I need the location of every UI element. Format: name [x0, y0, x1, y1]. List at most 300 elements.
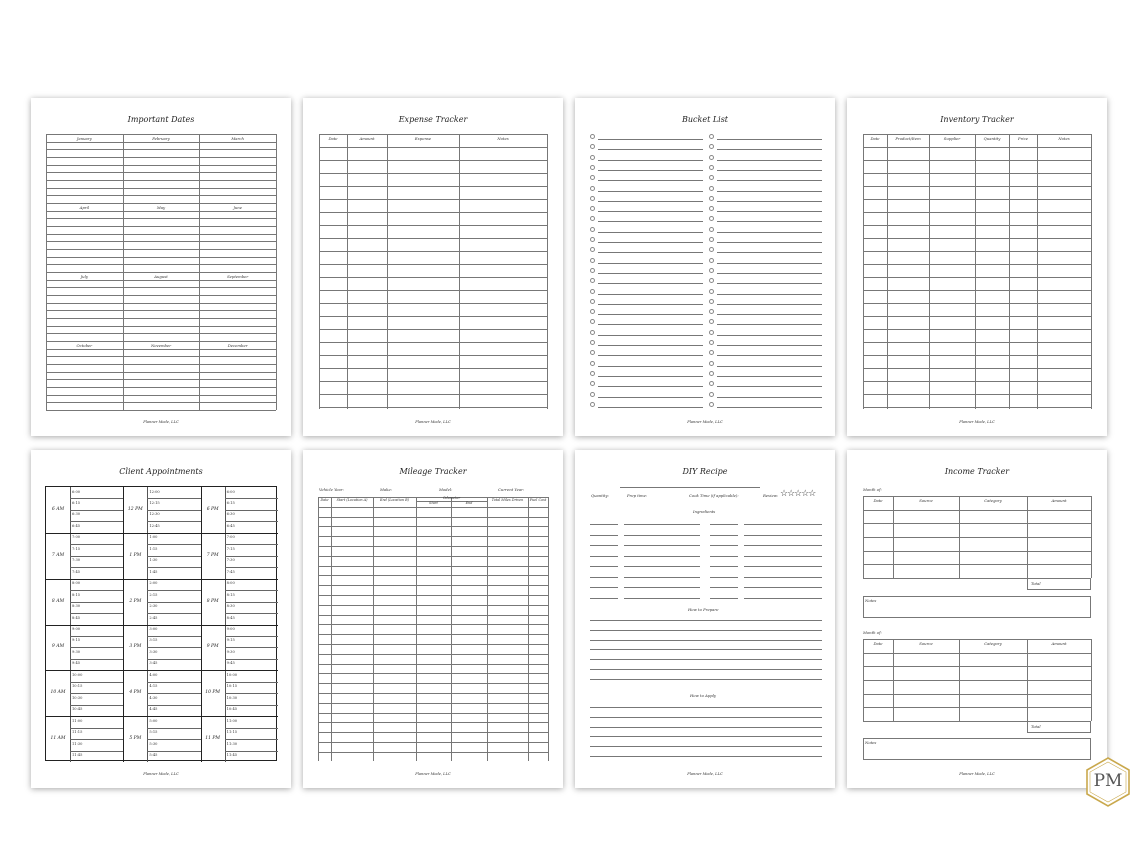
- month-label: February: [152, 136, 170, 141]
- slot-label: 2:15: [149, 592, 158, 597]
- slot-line: [70, 659, 123, 660]
- slot-label: 10:15: [72, 684, 83, 689]
- slot-label: 4:15: [149, 684, 158, 689]
- slot-label: 8:00: [226, 581, 235, 586]
- hour-label: 1 PM: [129, 552, 142, 558]
- slot-label: 11:45: [72, 753, 83, 758]
- slot-label: 9:30: [72, 649, 81, 654]
- bucket-line: [717, 149, 822, 150]
- column-header: Category: [984, 641, 1002, 646]
- ingredient-qty-line: [590, 577, 618, 578]
- checkbox: [590, 206, 595, 211]
- slot-line: [147, 521, 200, 522]
- bucket-line: [598, 273, 703, 274]
- ingredient-qty-line: [590, 566, 618, 567]
- slot-line: [70, 751, 123, 752]
- hour-label: 6 AM: [51, 506, 65, 512]
- slot-label: 8:00: [72, 581, 81, 586]
- column-header: Date: [328, 136, 338, 141]
- ingredient-qty-line: [590, 587, 618, 588]
- bucket-line: [598, 335, 703, 336]
- slot-line: [70, 498, 123, 499]
- slot-label: 12:15: [149, 500, 160, 505]
- slot-label: 4:30: [149, 695, 158, 700]
- grid-line: [318, 536, 548, 537]
- slot-label: 7:30: [226, 558, 235, 563]
- slot-line: [225, 682, 278, 683]
- checkbox: [590, 186, 595, 191]
- bucket-line: [717, 335, 822, 336]
- grid-line: [318, 585, 548, 586]
- apply-lines: [590, 703, 822, 763]
- slot-line: [70, 510, 123, 511]
- slot-label: 7:15: [72, 546, 81, 551]
- column-header: Date: [320, 498, 329, 502]
- block-divider: [201, 625, 278, 626]
- month-label: June: [233, 205, 242, 210]
- grid-line: [319, 368, 547, 369]
- checkbox: [709, 155, 714, 160]
- grid-line: [318, 605, 548, 606]
- column-header: Start (Location A): [336, 498, 368, 502]
- page-footer: Planner Mode, LLC: [143, 420, 179, 424]
- ingredient-line: [624, 577, 700, 578]
- grid-line: [46, 303, 276, 304]
- grid-line: [1091, 639, 1092, 721]
- grid-line: [46, 134, 276, 135]
- page-footer: Planner Mode, LLC: [143, 772, 179, 776]
- bucket-line: [717, 386, 822, 387]
- slot-label: 12:45: [149, 523, 160, 528]
- checkbox: [709, 134, 714, 139]
- bucket-line: [598, 376, 703, 377]
- grid-line: [863, 147, 1091, 148]
- slot-label: 8:15: [72, 592, 81, 597]
- bucket-line: [598, 201, 703, 202]
- ingredients-heading: Ingredients: [693, 509, 716, 514]
- total-label-1: Total: [1031, 581, 1041, 586]
- grid-line: [863, 666, 1091, 667]
- checkbox: [590, 340, 595, 345]
- bucket-line: [598, 211, 703, 212]
- page-footer: Planner Mode, LLC: [687, 772, 723, 776]
- odometer-end: End: [465, 501, 473, 505]
- grid-line: [863, 225, 1091, 226]
- slot-line: [70, 647, 123, 648]
- odometer-header: Odometer: [442, 496, 461, 500]
- prepare-line: [590, 630, 822, 631]
- page-title: Bucket List: [681, 115, 729, 124]
- bucket-line: [717, 252, 822, 253]
- block-divider: [123, 579, 200, 580]
- slot-line: [225, 590, 278, 591]
- checkbox: [709, 186, 714, 191]
- grid-line: [319, 290, 547, 291]
- slot-line: [225, 636, 278, 637]
- column-header: Product/Item: [895, 136, 921, 141]
- slot-line: [147, 498, 200, 499]
- checkbox: [709, 196, 714, 201]
- slot-line: [70, 544, 123, 545]
- prepare-line: [590, 679, 822, 680]
- grid-line: [318, 693, 548, 694]
- bucket-line: [717, 366, 822, 367]
- slot-line: [70, 556, 123, 557]
- slot-line: [147, 510, 200, 511]
- slot-line: [225, 751, 278, 752]
- block-divider: [201, 716, 278, 717]
- bucket-line: [717, 273, 822, 274]
- grid-line: [46, 241, 276, 242]
- checkbox: [709, 237, 714, 242]
- checkbox: [590, 134, 595, 139]
- grid-line: [318, 752, 548, 753]
- ingredient-qty-line: [590, 545, 618, 546]
- bucket-line: [598, 252, 703, 253]
- slot-label: 10:00: [72, 672, 83, 677]
- grid-line: [318, 556, 548, 557]
- grid-line: [46, 387, 276, 388]
- slot-label: 12:00: [149, 489, 160, 494]
- slot-line: [147, 590, 200, 591]
- page-inventory-tracker: [847, 98, 1107, 436]
- slot-label: 6:45: [72, 523, 81, 528]
- slot-label: 1:15: [149, 546, 158, 551]
- grid-line: [319, 238, 547, 239]
- grid-line: [318, 673, 548, 674]
- column-header: Category: [984, 498, 1002, 503]
- block-divider: [46, 533, 123, 534]
- checkbox: [709, 144, 714, 149]
- slot-label: 8:45: [72, 615, 81, 620]
- grid-line: [319, 381, 547, 382]
- grid-line: [863, 199, 1091, 200]
- checkbox: [709, 165, 714, 170]
- grid-line: [318, 546, 548, 547]
- page-title: Expense Tracker: [398, 115, 468, 124]
- checkbox: [709, 299, 714, 304]
- grid-line: [46, 149, 276, 150]
- bucket-line: [717, 211, 822, 212]
- slot-line: [70, 521, 123, 522]
- bucket-line: [717, 191, 822, 192]
- logo-text: PM: [1093, 771, 1123, 791]
- checkbox: [709, 381, 714, 386]
- page-footer: Planner Mode, LLC: [959, 772, 995, 776]
- checkbox: [709, 392, 714, 397]
- grid-line: [46, 326, 276, 327]
- hour-label: 10 PM: [205, 690, 221, 696]
- month-label: October: [76, 343, 93, 348]
- grid-line: [46, 226, 276, 227]
- checkbox: [590, 350, 595, 355]
- grid-line: [46, 211, 276, 212]
- slot-label: 3:15: [149, 638, 158, 643]
- checkbox: [709, 227, 714, 232]
- page-footer: Planner Mode, LLC: [415, 772, 451, 776]
- checkbox: [590, 392, 595, 397]
- grid-line: [46, 341, 276, 342]
- ingredient-line: [744, 587, 822, 588]
- grid-line: [319, 303, 547, 304]
- grid-line: [318, 722, 548, 723]
- slot-line: [225, 739, 278, 740]
- cook-time-label: Cook Time (if applicable):: [689, 493, 739, 498]
- odometer-start: Start: [429, 501, 438, 505]
- block-divider: [201, 533, 278, 534]
- grid-line: [46, 257, 276, 258]
- checkbox: [590, 278, 595, 283]
- slot-line: [225, 521, 278, 522]
- column-header: Quantity: [983, 136, 1001, 141]
- grid-line: [863, 381, 1091, 382]
- slot-line: [147, 647, 200, 648]
- bucket-line: [598, 386, 703, 387]
- column-header: Fuel Cost: [529, 498, 547, 502]
- notes-box-1: [863, 596, 1091, 618]
- grid-line: [318, 703, 548, 704]
- checkbox: [590, 268, 595, 273]
- grid-line: [319, 264, 547, 265]
- grid-line: [319, 160, 547, 161]
- slot-label: 1:30: [149, 558, 158, 563]
- apply-line: [590, 736, 822, 737]
- month-label: July: [80, 274, 88, 279]
- hour-label: 6 PM: [206, 506, 219, 512]
- slot-line: [70, 728, 123, 729]
- slot-label: 11:30: [72, 741, 83, 746]
- grid-line: [319, 316, 547, 317]
- bucket-line: [598, 263, 703, 264]
- hour-label: 8 PM: [206, 598, 219, 604]
- bucket-line: [717, 180, 822, 181]
- checkbox: [709, 309, 714, 314]
- hour-label: 11 AM: [50, 736, 66, 742]
- grid-line: [863, 551, 1091, 552]
- checkbox: [590, 144, 595, 149]
- slot-label: 2:45: [149, 615, 158, 620]
- bucket-line: [598, 180, 703, 181]
- grid-line: [863, 238, 1091, 239]
- checkbox: [590, 402, 595, 407]
- slot-label: 1:00: [149, 535, 158, 540]
- column-header: Notes: [497, 136, 509, 141]
- prepare-lines: [590, 616, 822, 686]
- slot-label: 7:00: [72, 535, 81, 540]
- ingredient-line: [744, 524, 822, 525]
- grid-line: [318, 526, 548, 527]
- page-title: Income Tracker: [944, 467, 1010, 476]
- ingredient-line: [624, 598, 700, 599]
- make-label: Make:: [380, 487, 392, 492]
- grid-line: [863, 510, 1091, 511]
- column-header: Price: [1018, 136, 1028, 141]
- grid-line: [319, 147, 547, 148]
- grid-line: [863, 316, 1091, 317]
- grid-line: [46, 234, 276, 235]
- grid-line: [318, 664, 548, 665]
- month-label: May: [156, 205, 166, 210]
- grid-line: [319, 199, 547, 200]
- grid-line: [1091, 496, 1092, 578]
- ingredient-line: [744, 598, 822, 599]
- column-header: Source: [919, 641, 933, 646]
- grid-line: [46, 249, 276, 250]
- grid-line: [318, 575, 548, 576]
- column-header: Date: [873, 641, 883, 646]
- ingredient-qty-line: [590, 524, 618, 525]
- slot-line: [225, 567, 278, 568]
- grid-line: [863, 707, 1091, 708]
- slot-line: [147, 567, 200, 568]
- ingredient-qty-line: [590, 535, 618, 536]
- slot-line: [70, 636, 123, 637]
- month-label: December: [227, 343, 248, 348]
- page-expense-tracker: [303, 98, 563, 436]
- page-title: Client Appointments: [119, 467, 203, 476]
- checkbox: [590, 155, 595, 160]
- notes-label-2: Notes: [865, 740, 877, 745]
- column-header: Expense: [414, 136, 432, 141]
- slot-label: 7:45: [226, 569, 235, 574]
- slot-line: [70, 567, 123, 568]
- bucket-line: [717, 283, 822, 284]
- month-label: September: [227, 274, 249, 279]
- notes-box-2: [863, 738, 1091, 760]
- apply-line: [590, 727, 822, 728]
- slot-line: [70, 590, 123, 591]
- slot-line: [70, 739, 123, 740]
- slot-label: 3:30: [149, 649, 158, 654]
- ingredient-line: [624, 566, 700, 567]
- slot-label: 9:00: [226, 627, 235, 631]
- slot-label: 10:30: [226, 695, 238, 700]
- column-header: End (Location B): [379, 498, 409, 502]
- slot-line: [147, 682, 200, 683]
- apply-line: [590, 756, 822, 757]
- grid-line: [863, 342, 1091, 343]
- planner-mode-logo: [1082, 756, 1134, 808]
- month-label: January: [76, 136, 92, 141]
- grid-line: [318, 654, 548, 655]
- bucket-line: [717, 170, 822, 171]
- grid-line: [46, 379, 276, 380]
- slot-line: [147, 705, 200, 706]
- page-diy-recipe: [575, 450, 835, 788]
- bucket-line: [598, 191, 703, 192]
- income-table-1: [863, 496, 1091, 578]
- column-header: Amount: [1051, 498, 1067, 503]
- grid-line: [46, 280, 276, 281]
- hour-label: 3 PM: [129, 644, 142, 650]
- expense-table: [319, 134, 547, 409]
- slot-line: [225, 647, 278, 648]
- month-label: March: [231, 136, 244, 141]
- slot-line: [70, 602, 123, 603]
- slot-line: [70, 693, 123, 694]
- grid-line: [46, 180, 276, 181]
- model-label: Model:: [439, 487, 453, 492]
- grid-line: [319, 355, 547, 356]
- slot-label: 5:00: [149, 718, 158, 723]
- hour-label: 5 PM: [129, 736, 142, 742]
- grid-line: [46, 287, 276, 288]
- grid-line: [863, 639, 1091, 640]
- bucket-line: [717, 221, 822, 222]
- slot-label: 11:15: [72, 730, 83, 735]
- grid-line: [863, 523, 1091, 524]
- column-header: Date: [870, 136, 880, 141]
- block-divider: [123, 533, 200, 534]
- prepare-line: [590, 620, 822, 621]
- grid-line: [863, 173, 1091, 174]
- slot-label: 6:15: [226, 500, 235, 505]
- bucket-line: [598, 221, 703, 222]
- slot-label: 6:30: [226, 512, 235, 517]
- page-footer: Planner Mode, LLC: [687, 420, 723, 424]
- slot-label: 8:15: [226, 592, 235, 597]
- bucket-line: [598, 160, 703, 161]
- page-title: Mileage Tracker: [399, 467, 467, 476]
- bucket-line: [598, 397, 703, 398]
- apply-line: [590, 746, 822, 747]
- page-title: Important Dates: [127, 115, 195, 124]
- grid-line: [46, 310, 276, 311]
- grid-line: [318, 644, 548, 645]
- ingredient-qty-line: [710, 535, 738, 536]
- column-header: Source: [919, 498, 933, 503]
- month-of-label-1: Month of:: [863, 487, 882, 492]
- grid-line: [46, 333, 276, 334]
- column-header: Amount: [359, 136, 375, 141]
- checkbox: [709, 319, 714, 324]
- column-header: Notes: [1058, 136, 1070, 141]
- checkbox: [709, 278, 714, 283]
- recipe-name-line: [620, 487, 760, 488]
- prepare-line: [590, 640, 822, 641]
- block-divider: [46, 716, 123, 717]
- block-divider: [46, 670, 123, 671]
- ingredient-line: [744, 577, 822, 578]
- ingredient-line: [624, 545, 700, 546]
- slot-line: [225, 544, 278, 545]
- ingredient-line: [624, 587, 700, 588]
- ingredient-qty-line: [710, 566, 738, 567]
- grid-line: [46, 364, 276, 365]
- slot-label: 6:00: [226, 489, 235, 494]
- checkbox: [590, 319, 595, 324]
- checkbox: [709, 289, 714, 294]
- checkbox: [590, 165, 595, 170]
- slot-label: 6:00: [72, 489, 81, 494]
- bucket-line: [717, 324, 822, 325]
- checkbox: [590, 330, 595, 335]
- slot-line: [147, 602, 200, 603]
- slot-line: [147, 739, 200, 740]
- grid-line: [46, 318, 276, 319]
- ingredient-line: [624, 556, 700, 557]
- checkbox: [709, 206, 714, 211]
- grid-line: [46, 402, 276, 403]
- grid-line: [863, 186, 1091, 187]
- ingredient-line: [744, 535, 822, 536]
- grid-line: [863, 290, 1091, 291]
- apply-line: [590, 707, 822, 708]
- checkbox: [709, 268, 714, 273]
- slot-label: 5:15: [149, 730, 158, 735]
- grid-line: [46, 172, 276, 173]
- grid-line: [319, 225, 547, 226]
